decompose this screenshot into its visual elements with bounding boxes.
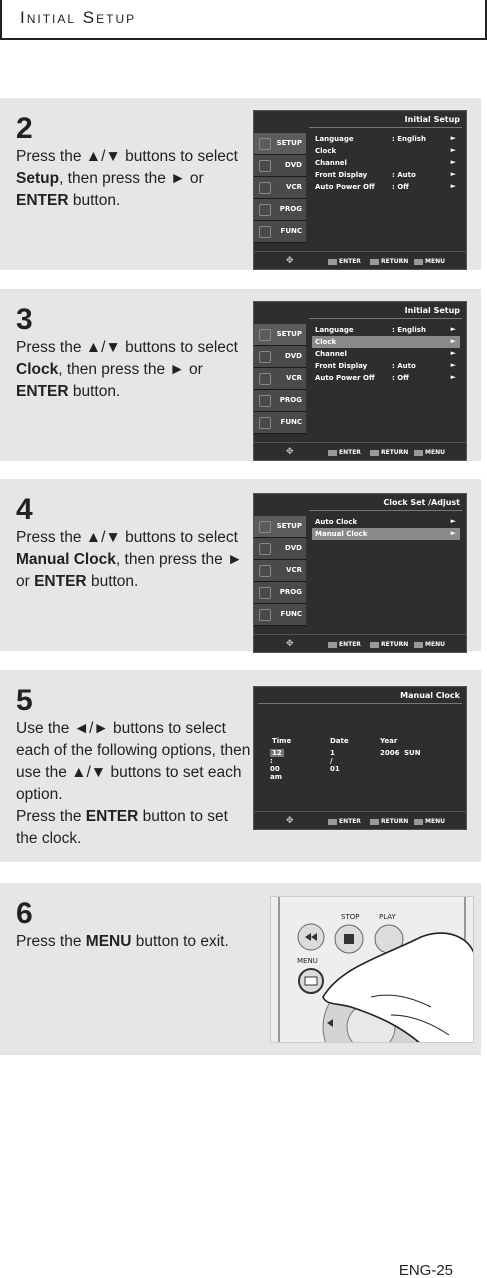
osd-sidebar	[254, 133, 306, 249]
osd-return-hint: RETURN	[370, 818, 408, 825]
page-number: ENG-25	[398, 1262, 453, 1278]
osd-side-vcr: VCR	[254, 560, 306, 582]
step-number: 6	[16, 897, 33, 930]
time-value: 12 : 00 am	[270, 749, 283, 781]
dvd-icon	[259, 160, 271, 172]
osd-side-setup: SETUP	[254, 324, 306, 346]
date-label: Date	[330, 737, 349, 745]
osd-menu-row: Channel ►	[315, 349, 456, 358]
osd-side-prog: PROG	[254, 390, 306, 412]
step-3-panel	[0, 289, 481, 461]
osd-menu	[312, 516, 460, 540]
osd-screen	[253, 686, 467, 830]
osd-side-setup: SETUP	[254, 516, 306, 538]
vcr-icon	[259, 373, 271, 385]
osd-menu-row: Auto Clock ►	[315, 517, 456, 526]
osd-menu-row-selected: Clock ►	[312, 336, 460, 348]
osd-enter-hint: ENTER	[328, 818, 361, 825]
osd-menu-row: Front Display : Auto ►	[315, 361, 456, 370]
osd-side-func: FUNC	[254, 604, 306, 626]
osd-screen	[253, 301, 467, 461]
gear-icon	[259, 138, 271, 150]
osd-sidebar	[254, 324, 306, 440]
step-number: 4	[16, 493, 33, 526]
remote-stop-label: STOP	[341, 913, 360, 921]
osd-side-setup: SETUP	[254, 133, 306, 155]
osd-menu-row-selected: Manual Clock ►	[312, 528, 460, 540]
osd-menu-hint: MENU	[414, 641, 445, 648]
page-title: Initial Setup	[20, 8, 137, 27]
gear-icon	[259, 329, 271, 341]
day-value: SUN	[404, 749, 421, 757]
step-number: 5	[16, 684, 33, 717]
step-number: 2	[16, 112, 33, 145]
vcr-icon	[259, 565, 271, 577]
osd-menu-row: Clock ►	[315, 146, 456, 155]
remote-control-photo	[270, 896, 474, 1043]
osd-button-bar	[254, 442, 466, 460]
remote-play-label: PLAY	[379, 913, 396, 921]
step-4-panel	[0, 479, 481, 651]
osd-side-vcr: VCR	[254, 177, 306, 199]
osd-side-dvd: DVD	[254, 155, 306, 177]
osd-title: Initial Setup	[404, 115, 460, 124]
osd-screen	[253, 110, 467, 270]
step-instructions: Press the ▲/▼ buttons to select Clock, then press the ► or ENTER button.	[16, 339, 238, 400]
osd-enter-hint: ENTER	[328, 258, 361, 265]
remote-menu-label: MENU	[297, 957, 318, 965]
step-instructions: Press the MENU button to exit.	[16, 933, 229, 950]
step-2-panel	[0, 98, 481, 270]
osd-side-dvd: DVD	[254, 346, 306, 368]
date-value: 1 / 01	[330, 749, 340, 773]
gear-icon	[259, 521, 271, 533]
navigation-icon: ✥	[286, 639, 294, 649]
osd-return-hint: RETURN	[370, 258, 408, 265]
time-label: Time	[272, 737, 292, 745]
osd-side-func: FUNC	[254, 412, 306, 434]
osd-screen	[253, 493, 467, 653]
osd-side-prog: PROG	[254, 199, 306, 221]
osd-return-hint: RETURN	[370, 641, 408, 648]
osd-side-func: FUNC	[254, 221, 306, 243]
osd-enter-hint: ENTER	[328, 449, 361, 456]
navigation-icon: ✥	[286, 447, 294, 457]
osd-menu	[312, 133, 460, 193]
navigation-icon: ✥	[286, 816, 294, 826]
step-5-panel	[0, 670, 481, 862]
osd-menu-row: Language : English ►	[315, 325, 456, 334]
osd-button-bar	[254, 634, 466, 652]
osd-enter-hint: ENTER	[328, 641, 361, 648]
vcr-icon	[259, 182, 271, 194]
step-instructions: Use the ◄/► buttons to select each of the following options, then use the ▲/▼ buttons to set each option. Press the ENTER button to set the clock.	[16, 720, 251, 847]
step-instructions: Press the ▲/▼ buttons to select Setup, then press the ► or ENTER button.	[16, 148, 238, 209]
clock-icon	[259, 204, 271, 216]
dvd-icon	[259, 351, 271, 363]
clock-icon	[259, 395, 271, 407]
page-header	[0, 0, 487, 40]
osd-menu-row: Channel ►	[315, 158, 456, 167]
osd-menu-row: Language : English ►	[315, 134, 456, 143]
osd-menu	[312, 324, 460, 384]
func-icon	[259, 609, 271, 621]
osd-menu-row: Auto Power Off : Off ►	[315, 373, 456, 382]
year-value: 2006	[380, 749, 400, 757]
dvd-icon	[259, 543, 271, 555]
func-icon	[259, 417, 271, 429]
osd-menu-hint: MENU	[414, 818, 445, 825]
osd-side-dvd: DVD	[254, 538, 306, 560]
clock-icon	[259, 587, 271, 599]
osd-button-bar	[254, 811, 466, 829]
step-instructions: Press the ▲/▼ buttons to select Manual Clock, then press the ► or ENTER button.	[16, 529, 243, 590]
osd-side-vcr: VCR	[254, 368, 306, 390]
osd-side-prog: PROG	[254, 582, 306, 604]
osd-sidebar	[254, 516, 306, 632]
osd-menu-row: Auto Power Off : Off ►	[315, 182, 456, 191]
osd-title: Manual Clock	[400, 691, 460, 700]
osd-menu-row: Front Display : Auto ►	[315, 170, 456, 179]
func-icon	[259, 226, 271, 238]
osd-return-hint: RETURN	[370, 449, 408, 456]
osd-button-bar	[254, 251, 466, 269]
osd-menu-hint: MENU	[414, 449, 445, 456]
osd-title: Clock Set /Adjust	[383, 498, 460, 507]
step-number: 3	[16, 303, 33, 336]
year-label: Year	[380, 737, 398, 745]
navigation-icon: ✥	[286, 256, 294, 266]
osd-menu-hint: MENU	[414, 258, 445, 265]
osd-title: Initial Setup	[404, 306, 460, 315]
